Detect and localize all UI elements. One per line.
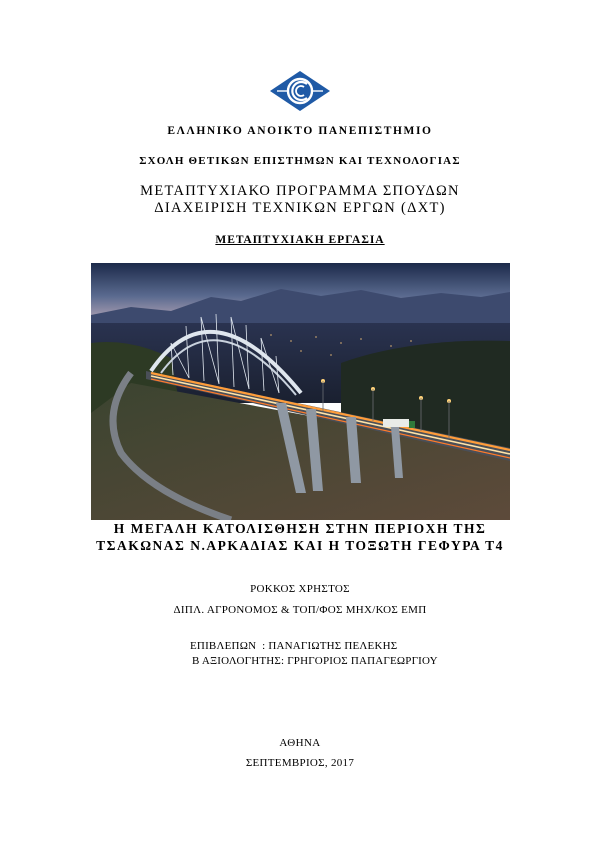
date: ΣΕΠΤΕΜΒΡΙΟΣ, 2017 [245,757,355,769]
university-logo-icon [269,70,331,112]
evaluator: Β ΑΞΙΟΛΟΓΗΤΗΣ: ΓΡΗΓΟΡΙΟΣ ΠΑΠΑΓΕΩΡΓΙΟΥ [192,655,438,667]
author-name: ΡΟΚΚΟΣ ΧΡΗΣΤΟΣ [250,583,350,595]
university-name: ΕΛΛΗΝΙΚΟ ΑΝΟΙΚΤΟ ΠΑΝΕΠΙΣΤΗΜΙΟ [167,125,433,137]
program-subtitle: ΔΙΑΧΕΙΡΙΣΗ ΤΕΧΝΙΚΩΝ ΕΡΓΩΝ (ΔΧΤ) [154,200,446,216]
program-title: ΜΕΤΑΠΤΥΧΙΑΚΟ ΠΡΟΓΡΑΜΜΑ ΣΠΟΥΔΩΝ [140,183,460,199]
thesis-label: ΜΕΤΑΠΤΥΧΙΑΚΗ ΕΡΓΑΣΙΑ [215,234,385,246]
author-degree: ΔΙΠΛ. ΑΓΡΟΝΟΜΟΣ & ΤΟΠ/ΦΟΣ ΜΗΧ/ΚΟΣ ΕΜΠ [173,604,427,616]
city: ΑΘΗΝΑ [279,737,321,749]
school-name: ΣΧΟΛΗ ΘΕΤΙΚΩΝ ΕΠΙΣΤΗΜΩΝ ΚΑΙ ΤΕΧΝΟΛΟΓΙΑΣ [139,155,461,167]
supervisor: ΕΠΙΒΛΕΠΩΝ : ΠΑΝΑΓΙΩΤΗΣ ΠΕΛΕΚΗΣ [190,640,398,652]
thesis-title-line2: ΤΣΑΚΩΝΑΣ Ν.ΑΡΚΑΔΙΑΣ ΚΑΙ Η ΤΟΞΩΤΗ ΓΕΦΥΡΑ Τ4 [96,538,504,553]
bridge-photo [91,263,510,520]
thesis-title-line1: Η ΜΕΓΑΛΗ ΚΑΤΟΛΙΣΘΗΣΗ ΣΤΗΝ ΠΕΡΙΟΧΗ ΤΗΣ [113,521,487,536]
